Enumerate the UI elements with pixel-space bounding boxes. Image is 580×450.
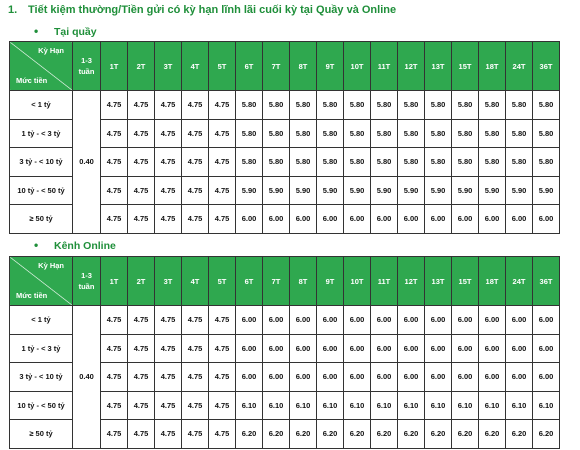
rate-cell: 4.75: [182, 420, 209, 449]
rate-cell: 5.80: [344, 148, 371, 177]
term-axis-label: Kỳ Hạn: [38, 261, 64, 270]
amount-tier-cell: 10 tỷ - < 50 tỷ: [10, 176, 73, 205]
rate-cell: 6.00: [398, 334, 425, 363]
rate-cell: 6.00: [479, 205, 506, 234]
rate-cell: 4.75: [209, 205, 236, 234]
rate-cell: 5.80: [290, 148, 317, 177]
rate-cell: 6.00: [236, 334, 263, 363]
rate-cell: 6.00: [317, 306, 344, 335]
base-rate-cell: 0.40: [73, 91, 101, 234]
rate-cell: 6.00: [344, 306, 371, 335]
term-header: 4T: [182, 42, 209, 91]
rate-cell: 4.75: [155, 363, 182, 392]
rate-cell: 6.10: [479, 391, 506, 420]
section-number: 1.: [8, 4, 18, 16]
term-header: 5T: [209, 42, 236, 91]
term-header: 36T: [533, 257, 560, 306]
rate-cell: 4.75: [128, 306, 155, 335]
rate-cell: 6.20: [236, 420, 263, 449]
rate-cell: 5.80: [317, 119, 344, 148]
rate-cell: 5.80: [425, 91, 452, 120]
term-header: 6T: [236, 42, 263, 91]
term-header: 7T: [263, 257, 290, 306]
rate-cell: 6.00: [533, 363, 560, 392]
rate-cell: 6.20: [317, 420, 344, 449]
term-header: 5T: [209, 257, 236, 306]
rate-cell: 6.00: [290, 363, 317, 392]
rate-cell: 4.75: [155, 148, 182, 177]
base-rate-cell: 0.40: [73, 306, 101, 449]
rate-cell: 4.75: [101, 363, 128, 392]
section-heading: [8, 4, 396, 16]
rate-cell: 6.00: [236, 306, 263, 335]
rate-cell: 6.20: [263, 420, 290, 449]
rate-cell: 6.10: [263, 391, 290, 420]
rate-cell: 6.00: [425, 334, 452, 363]
header-row: [10, 257, 560, 306]
rate-cell: 6.00: [425, 205, 452, 234]
rate-cell: 4.75: [128, 420, 155, 449]
rate-cell: 4.75: [209, 306, 236, 335]
weeks-term-unit: tuần: [78, 67, 95, 76]
rate-cell: 4.75: [101, 91, 128, 120]
rate-cell: 5.90: [290, 176, 317, 205]
amount-tier-cell: 1 tỷ - < 3 tỷ: [10, 119, 73, 148]
rate-cell: 5.90: [533, 176, 560, 205]
rate-cell: 6.00: [452, 363, 479, 392]
rate-cell: 4.75: [128, 176, 155, 205]
term-header: 4T: [182, 257, 209, 306]
term-header: 13T: [425, 42, 452, 91]
rate-cell: 5.90: [236, 176, 263, 205]
term-header: 6T: [236, 257, 263, 306]
amount-tier-cell: 3 tỷ - < 10 tỷ: [10, 148, 73, 177]
rate-cell: 4.75: [101, 334, 128, 363]
rate-cell: 4.75: [128, 334, 155, 363]
amount-tier-cell: ≥ 50 tỷ: [10, 205, 73, 234]
rate-cell: 4.75: [128, 363, 155, 392]
rate-cell: 5.90: [317, 176, 344, 205]
rate-cell: 6.00: [371, 334, 398, 363]
term-header: 12T: [398, 257, 425, 306]
rate-cell: 4.75: [209, 363, 236, 392]
rate-cell: 6.00: [398, 306, 425, 335]
rate-cell: 4.75: [155, 420, 182, 449]
amount-tier-cell: < 1 tỷ: [10, 91, 73, 120]
counter-rate-table: [9, 41, 560, 234]
rate-cell: 4.75: [155, 205, 182, 234]
rate-cell: 5.80: [479, 91, 506, 120]
rate-cell: 5.80: [506, 119, 533, 148]
rate-cell: 6.00: [533, 334, 560, 363]
rate-cell: 5.90: [479, 176, 506, 205]
rate-cell: 5.90: [344, 176, 371, 205]
rate-cell: 5.80: [479, 119, 506, 148]
weeks-term-unit: tuần: [78, 282, 95, 291]
rate-cell: 6.00: [425, 306, 452, 335]
rate-cell: 6.00: [479, 363, 506, 392]
rate-cell: 4.75: [209, 176, 236, 205]
online-subheading: [34, 238, 116, 252]
rate-cell: 6.00: [371, 306, 398, 335]
term-header: 11T: [371, 42, 398, 91]
weeks-term-header: [73, 42, 101, 91]
rate-cell: 6.00: [236, 363, 263, 392]
rate-cell: 4.75: [182, 363, 209, 392]
rate-cell: 6.00: [263, 363, 290, 392]
rate-cell: 6.00: [506, 205, 533, 234]
rate-cell: 5.80: [452, 91, 479, 120]
rate-cell: 5.80: [371, 91, 398, 120]
weeks-term-range: 1-3: [81, 56, 92, 65]
section-title: Tiết kiệm thường/Tiền gửi có kỳ hạn lĩnh lãi cuối kỳ tại Quầy và Online: [28, 4, 397, 16]
amount-tier-cell: 1 tỷ - < 3 tỷ: [10, 334, 73, 363]
term-header: 3T: [155, 42, 182, 91]
term-header: 24T: [506, 42, 533, 91]
rate-cell: 4.75: [155, 306, 182, 335]
rate-cell: 6.00: [533, 205, 560, 234]
rate-cell: 6.10: [371, 391, 398, 420]
rate-cell: 6.10: [506, 391, 533, 420]
term-header: 12T: [398, 42, 425, 91]
rate-cell: 4.75: [209, 119, 236, 148]
rate-cell: 5.90: [398, 176, 425, 205]
rate-cell: 6.00: [452, 205, 479, 234]
term-header: 1T: [101, 42, 128, 91]
rate-cell: 4.75: [155, 119, 182, 148]
online-title: Kênh Online: [54, 240, 116, 252]
rate-cell: 5.80: [263, 91, 290, 120]
rate-cell: 5.80: [236, 148, 263, 177]
header-row: [10, 42, 560, 91]
rate-cell: 5.90: [425, 176, 452, 205]
rate-cell: 6.20: [290, 420, 317, 449]
rate-cell: 6.00: [344, 205, 371, 234]
rate-cell: 6.10: [425, 391, 452, 420]
rate-cell: 6.00: [506, 334, 533, 363]
rate-cell: 5.90: [506, 176, 533, 205]
counter-title: Tại quầy: [54, 26, 97, 38]
rate-cell: 6.00: [290, 205, 317, 234]
rate-cell: 4.75: [101, 176, 128, 205]
rate-cell: 4.75: [182, 205, 209, 234]
rate-cell: 5.80: [371, 148, 398, 177]
rate-cell: 4.75: [155, 176, 182, 205]
term-header: 8T: [290, 42, 317, 91]
term-header: 3T: [155, 257, 182, 306]
term-header: 9T: [317, 42, 344, 91]
rate-cell: 6.20: [425, 420, 452, 449]
rate-cell: 4.75: [155, 391, 182, 420]
rate-cell: 4.75: [101, 205, 128, 234]
rate-cell: 5.80: [344, 119, 371, 148]
rate-cell: 4.75: [209, 391, 236, 420]
rate-cell: 6.00: [290, 334, 317, 363]
rate-cell: 4.75: [128, 391, 155, 420]
rate-cell: 5.80: [236, 119, 263, 148]
rate-cell: 6.20: [371, 420, 398, 449]
online-rate-table: [9, 256, 560, 449]
rate-cell: 5.80: [452, 148, 479, 177]
term-header: 13T: [425, 257, 452, 306]
rate-cell: 6.00: [371, 205, 398, 234]
bullet: •: [34, 238, 39, 252]
rate-cell: 5.80: [425, 119, 452, 148]
rate-cell: 6.20: [398, 420, 425, 449]
rate-cell: 4.75: [209, 148, 236, 177]
rate-cell: 6.00: [263, 205, 290, 234]
counter-subheading: [34, 24, 97, 38]
rate-cell: 4.75: [182, 119, 209, 148]
rate-cell: 6.10: [398, 391, 425, 420]
rate-cell: 4.75: [182, 306, 209, 335]
rate-cell: 5.80: [425, 148, 452, 177]
term-header: 10T: [344, 257, 371, 306]
rate-cell: 6.00: [317, 363, 344, 392]
term-header: 9T: [317, 257, 344, 306]
rate-cell: 5.90: [452, 176, 479, 205]
diagonal-header-cell: [10, 42, 73, 91]
rate-cell: 4.75: [209, 334, 236, 363]
rate-cell: 4.75: [101, 148, 128, 177]
term-header: 8T: [290, 257, 317, 306]
rate-cell: 5.80: [452, 119, 479, 148]
term-header: 2T: [128, 257, 155, 306]
rate-cell: 6.00: [425, 363, 452, 392]
rate-cell: 5.90: [371, 176, 398, 205]
rate-cell: 6.10: [533, 391, 560, 420]
rate-cell: 5.80: [533, 148, 560, 177]
rate-cell: 6.20: [533, 420, 560, 449]
amount-axis-label: Mức tiền: [16, 76, 48, 85]
rate-cell: 6.00: [371, 363, 398, 392]
weeks-term-header: [73, 257, 101, 306]
rate-cell: 5.80: [317, 91, 344, 120]
rate-cell: 6.00: [506, 363, 533, 392]
rate-cell: 5.80: [533, 119, 560, 148]
rate-cell: 4.75: [128, 119, 155, 148]
rate-cell: 6.20: [479, 420, 506, 449]
rate-cell: 5.80: [371, 119, 398, 148]
rate-cell: 5.80: [290, 91, 317, 120]
rate-cell: 5.80: [533, 91, 560, 120]
rate-cell: 5.80: [506, 91, 533, 120]
rate-cell: 4.75: [101, 391, 128, 420]
bullet: •: [34, 24, 39, 38]
rate-cell: 4.75: [128, 205, 155, 234]
rate-cell: 5.80: [263, 119, 290, 148]
rate-cell: 5.80: [236, 91, 263, 120]
rate-cell: 6.20: [344, 420, 371, 449]
rate-cell: 6.00: [506, 306, 533, 335]
amount-tier-cell: 3 tỷ - < 10 tỷ: [10, 363, 73, 392]
rate-cell: 6.20: [452, 420, 479, 449]
rate-cell: 6.10: [290, 391, 317, 420]
amount-tier-cell: ≥ 50 tỷ: [10, 420, 73, 449]
rate-cell: 6.10: [344, 391, 371, 420]
table-row: [10, 306, 560, 335]
rate-cell: 5.80: [398, 91, 425, 120]
rate-cell: 6.10: [236, 391, 263, 420]
rate-cell: 4.75: [101, 420, 128, 449]
rate-cell: 6.00: [263, 334, 290, 363]
rate-cell: 5.80: [398, 148, 425, 177]
rate-cell: 6.00: [290, 306, 317, 335]
term-header: 18T: [479, 257, 506, 306]
term-header: 10T: [344, 42, 371, 91]
amount-tier-cell: < 1 tỷ: [10, 306, 73, 335]
rate-cell: 4.75: [182, 176, 209, 205]
rate-cell: 5.80: [290, 119, 317, 148]
rate-cell: 4.75: [128, 91, 155, 120]
rate-cell: 6.00: [263, 306, 290, 335]
rate-cell: 5.80: [263, 148, 290, 177]
term-axis-label: Kỳ Hạn: [38, 46, 64, 55]
rate-cell: 5.80: [479, 148, 506, 177]
rate-cell: 6.00: [236, 205, 263, 234]
rate-cell: 6.00: [533, 306, 560, 335]
rate-cell: 6.00: [344, 334, 371, 363]
rate-cell: 4.75: [209, 91, 236, 120]
rate-cell: 6.00: [398, 363, 425, 392]
rate-cell: 5.80: [398, 119, 425, 148]
term-header: 36T: [533, 42, 560, 91]
rate-cell: 4.75: [155, 91, 182, 120]
rate-cell: 5.80: [344, 91, 371, 120]
rate-cell: 6.20: [506, 420, 533, 449]
amount-axis-label: Mức tiền: [16, 291, 48, 300]
rate-cell: 4.75: [155, 334, 182, 363]
term-header: 15T: [452, 42, 479, 91]
rate-cell: 6.00: [317, 205, 344, 234]
weeks-term-range: 1-3: [81, 271, 92, 280]
term-header: 18T: [479, 42, 506, 91]
rate-cell: 4.75: [209, 420, 236, 449]
rate-cell: 4.75: [101, 119, 128, 148]
rate-cell: 4.75: [182, 334, 209, 363]
rate-cell: 6.10: [317, 391, 344, 420]
term-header: 15T: [452, 257, 479, 306]
term-header: 24T: [506, 257, 533, 306]
term-header: 1T: [101, 257, 128, 306]
term-header: 7T: [263, 42, 290, 91]
rate-cell: 6.00: [452, 334, 479, 363]
rate-cell: 5.90: [263, 176, 290, 205]
table-row: [10, 91, 560, 120]
rate-cell: 4.75: [182, 91, 209, 120]
rate-cell: 6.00: [344, 363, 371, 392]
rate-cell: 4.75: [128, 148, 155, 177]
rate-cell: 6.00: [479, 334, 506, 363]
diagonal-header-cell: [10, 257, 73, 306]
rate-cell: 6.00: [479, 306, 506, 335]
term-header: 2T: [128, 42, 155, 91]
amount-tier-cell: 10 tỷ - < 50 tỷ: [10, 391, 73, 420]
rate-cell: 6.00: [452, 306, 479, 335]
rate-cell: 5.80: [506, 148, 533, 177]
rate-cell: 4.75: [182, 391, 209, 420]
term-header: 11T: [371, 257, 398, 306]
rate-cell: 6.10: [452, 391, 479, 420]
rate-cell: 6.00: [398, 205, 425, 234]
rate-cell: 4.75: [101, 306, 128, 335]
rate-cell: 5.80: [317, 148, 344, 177]
rate-cell: 4.75: [182, 148, 209, 177]
rate-cell: 6.00: [317, 334, 344, 363]
